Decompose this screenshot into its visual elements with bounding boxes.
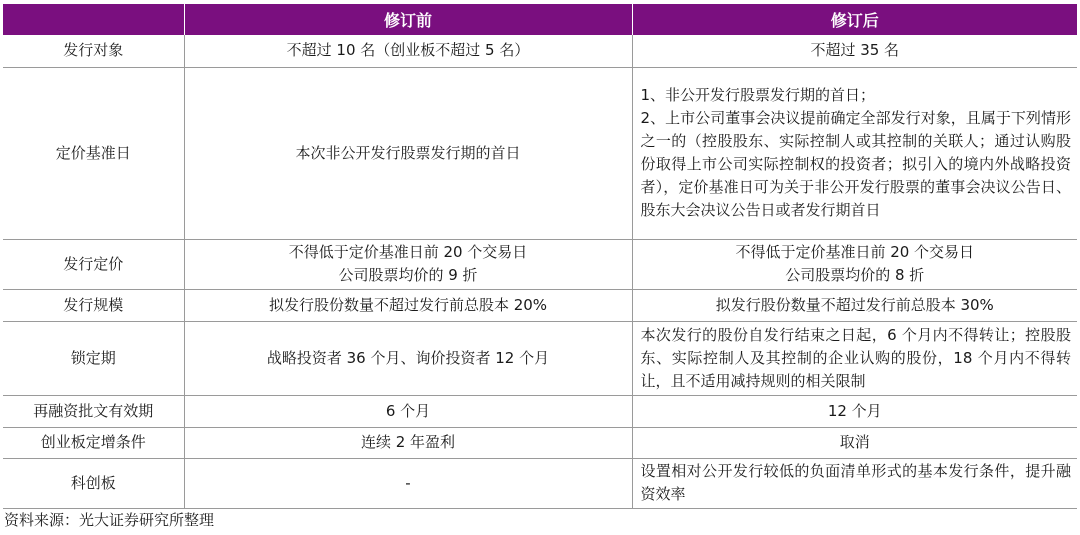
table-row bbox=[3, 35, 1077, 67]
cell-text: 本次非公开发行股票发行期的首日 bbox=[295, 143, 521, 162]
before-cell bbox=[184, 67, 632, 239]
table-row bbox=[3, 458, 1077, 508]
before-cell bbox=[184, 427, 632, 458]
cell-text: 不得低于定价基准日前 20 个交易日 bbox=[288, 243, 528, 261]
header-cell-item bbox=[3, 4, 184, 35]
table-row bbox=[3, 321, 1077, 395]
cell-text: 不超过 35 名 bbox=[810, 41, 900, 60]
cell-text: 不超过 10 名（创业板不超过 5 名） bbox=[286, 41, 530, 60]
table-row bbox=[3, 239, 1077, 289]
before-cell bbox=[184, 395, 632, 427]
after-cell bbox=[632, 427, 1077, 458]
table-header-row bbox=[3, 4, 1077, 35]
table-row bbox=[3, 395, 1077, 427]
cell-text: 拟发行股份数量不超过发行前总股本 20% bbox=[268, 295, 548, 314]
cell-text: 连续 2 年盈利 bbox=[360, 433, 456, 451]
row-label: 发行规模 bbox=[3, 289, 184, 321]
before-cell bbox=[184, 289, 632, 321]
after-cell bbox=[632, 35, 1077, 67]
after-cell bbox=[632, 458, 1077, 508]
after-cell bbox=[632, 239, 1077, 289]
cell-text: 公司股票均价的 9 折 bbox=[338, 266, 478, 284]
header-cell-after: 修订后 bbox=[632, 4, 1077, 35]
cell-text: 本次发行的股份自发行结束之日起，6 个月内不得转让；控股股东、实际控制人及其控制的企业认购的股份，18 个月内不得转让，且不适用减持规则的相关限制 bbox=[640, 325, 1071, 390]
before-cell bbox=[184, 321, 632, 395]
cell-text: - bbox=[405, 473, 411, 492]
table-row bbox=[3, 67, 1077, 239]
table-row bbox=[3, 289, 1077, 321]
header-cell-before: 修订前 bbox=[184, 4, 632, 35]
row-label: 发行定价 bbox=[3, 239, 184, 289]
cell-text: 设置相对公开发行较低的负面清单形式的基本发行条件，提升融资效率 bbox=[640, 462, 1071, 503]
before-cell bbox=[184, 35, 632, 67]
row-label: 创业板定增条件 bbox=[3, 427, 184, 458]
cell-text: 拟发行股份数量不超过发行前总股本 30% bbox=[715, 295, 994, 314]
cell-text: 公司股票均价的 8 折 bbox=[785, 266, 925, 284]
row-label: 再融资批文有效期 bbox=[3, 395, 184, 427]
cell-text: 2、上市公司董事会决议提前确定全部发行对象，且属于下列情形之一的（控股股东、实际控制人或其控制的关联人；通过认购股份取得上市公司实际控制权的投资者；拟引入的境内外战略投资者），定价基准日可为关于非公开发行股票的董事会决议公告日、股东大会决议公告日或者发行期首日 bbox=[640, 109, 1071, 219]
source-note: 资料来源：光大证券研究所整理 bbox=[4, 511, 215, 529]
after-cell bbox=[632, 67, 1077, 239]
table-row bbox=[3, 427, 1077, 458]
after-cell bbox=[632, 395, 1077, 427]
before-cell bbox=[184, 458, 632, 508]
row-label: 锁定期 bbox=[3, 321, 184, 395]
after-cell bbox=[632, 289, 1077, 321]
row-label: 定价基准日 bbox=[3, 67, 184, 239]
comparison-table bbox=[3, 4, 1077, 509]
cell-text: 12 个月 bbox=[827, 401, 882, 420]
row-label: 发行对象 bbox=[3, 35, 184, 67]
row-label: 科创板 bbox=[3, 458, 184, 508]
cell-text: 战略投资者 36 个月、询价投资者 12 个月 bbox=[266, 348, 550, 367]
after-cell bbox=[632, 321, 1077, 395]
cell-text: 取消 bbox=[839, 433, 870, 451]
before-cell bbox=[184, 239, 632, 289]
cell-text: 6 个月 bbox=[385, 401, 431, 420]
cell-text: 不得低于定价基准日前 20 个交易日 bbox=[735, 243, 975, 261]
cell-text: 1、非公开发行股票发行期的首日； bbox=[640, 86, 876, 104]
